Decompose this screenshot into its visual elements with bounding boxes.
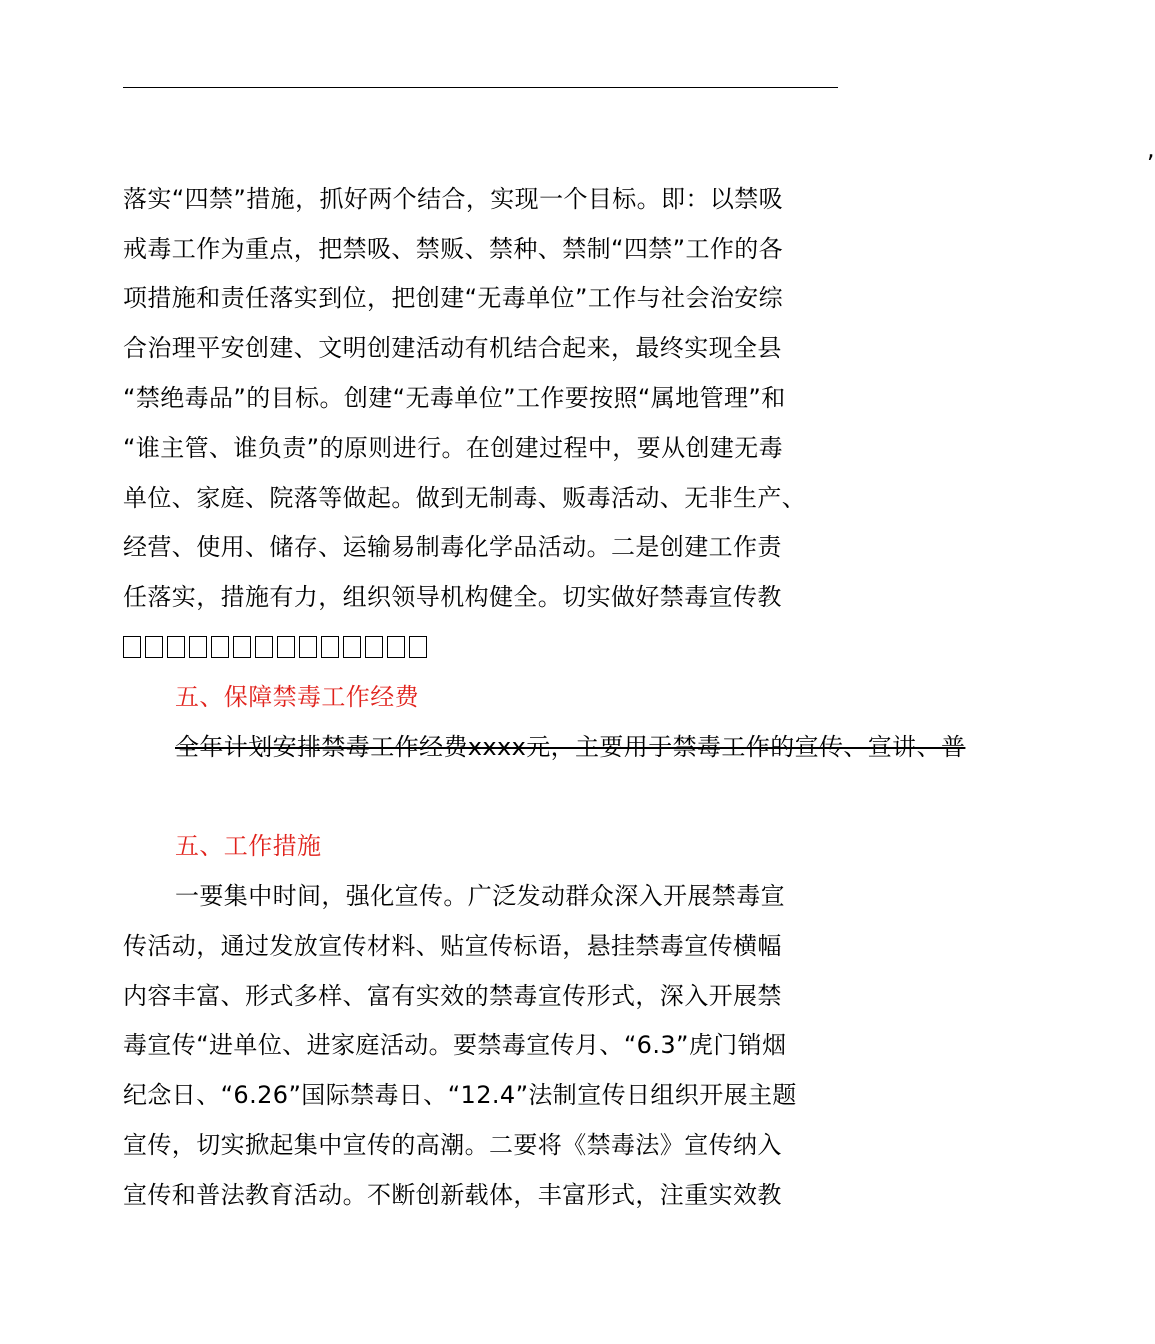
missing-glyph	[877, 785, 897, 807]
document-body	[123, 125, 1155, 1221]
missing-glyph	[1007, 785, 1027, 807]
missing-glyph	[331, 138, 351, 160]
missing-glyph	[825, 785, 845, 807]
paragraph-line: 任落实，措施有力，组织领导机构健全。切实做好禁毒宣传教	[123, 583, 782, 612]
missing-glyph	[461, 785, 481, 807]
missing-glyph-box	[299, 636, 317, 658]
missing-glyph	[903, 138, 923, 160]
missing-glyph	[669, 785, 689, 807]
missing-glyph	[435, 138, 455, 160]
paragraph-line: 单位、家庭、院落等做起。做到无制毒、贩毒活动、无非生产、	[123, 483, 807, 512]
garbled-box-line	[123, 623, 853, 673]
missing-glyph	[955, 138, 975, 160]
missing-glyph	[227, 785, 247, 807]
missing-glyph	[747, 138, 767, 160]
funding-line: 全年计划安排禁毒工作经费xxxx元，主要用于禁毒工作的宣传、宣讲、普	[175, 732, 966, 761]
paragraph-line: “谁主管、谁负责”的原则进行。在创建过程中，要从创建无毒	[123, 433, 784, 462]
missing-glyph-box	[321, 636, 339, 658]
missing-glyph	[123, 138, 143, 160]
missing-glyph	[669, 138, 689, 160]
garbled-line-2	[123, 772, 853, 822]
missing-glyph	[539, 138, 559, 160]
missing-glyph	[461, 138, 481, 160]
paragraph-line: 合治理平安创建、文明创建活动有机结合起来，最终实现全县	[123, 334, 782, 363]
missing-glyph	[955, 785, 975, 807]
missing-glyph	[851, 138, 871, 160]
paragraph-line: 内容丰富、形式多样、富有实效的禁毒宣传形式，深入开展禁	[123, 981, 782, 1010]
missing-glyph	[1059, 138, 1079, 160]
missing-glyph	[773, 138, 793, 160]
missing-glyph	[565, 785, 585, 807]
header-rule	[123, 87, 838, 88]
missing-glyph	[721, 138, 741, 160]
missing-glyph	[591, 785, 611, 807]
missing-glyph	[877, 138, 897, 160]
missing-glyph	[253, 785, 273, 807]
trailing-comma: ,	[1147, 135, 1155, 163]
paragraph-line: 项措施和责任落实到位，把创建“无毒单位”工作与社会治安综	[123, 284, 784, 313]
missing-glyph-box	[365, 636, 383, 658]
missing-glyph	[409, 785, 429, 807]
missing-glyph	[149, 138, 169, 160]
missing-glyph	[513, 785, 533, 807]
paragraph-line: 一要集中时间，强化宣传。广泛发动群众深入开展禁毒宣	[175, 881, 785, 910]
missing-glyph	[643, 138, 663, 160]
paragraph-line: “禁绝毒品”的目标。创建“无毒单位”工作要按照“属地管理”和	[123, 383, 786, 412]
missing-glyph	[981, 785, 1001, 807]
section-heading-measures: 五、工作措施	[175, 832, 322, 861]
missing-glyph	[929, 785, 949, 807]
missing-glyph-box	[255, 636, 273, 658]
missing-glyph	[539, 785, 559, 807]
paragraph-line: 戒毒工作为重点，把禁吸、禁贩、禁种、禁制“四禁”工作的各	[123, 234, 784, 263]
missing-glyph	[981, 138, 1001, 160]
missing-glyph	[383, 785, 403, 807]
paragraph-line: 传活动，通过发放宣传材料、贴宣传标语，悬挂禁毒宣传横幅	[123, 931, 782, 960]
missing-glyph	[253, 138, 273, 160]
missing-glyph	[617, 138, 637, 160]
missing-glyph	[773, 785, 793, 807]
missing-glyph	[331, 785, 351, 807]
missing-glyph	[617, 785, 637, 807]
missing-glyph	[1007, 138, 1027, 160]
missing-glyph	[721, 785, 741, 807]
missing-glyph	[227, 138, 247, 160]
missing-glyph	[747, 785, 767, 807]
missing-glyph	[149, 785, 169, 807]
missing-glyph-box	[409, 636, 427, 658]
paragraph-line: 宣传和普法教育活动。不断创新载体，丰富形式，注重实效教	[123, 1180, 782, 1209]
missing-glyph-box	[189, 636, 207, 658]
missing-glyph	[487, 785, 507, 807]
missing-glyph	[825, 138, 845, 160]
missing-glyph	[1033, 785, 1053, 807]
missing-glyph	[695, 785, 715, 807]
missing-glyph	[201, 138, 221, 160]
paragraph-line: 落实“四禁”措施，抓好两个结合，实现一个目标。即：以禁吸	[123, 184, 784, 213]
missing-glyph	[357, 785, 377, 807]
missing-glyph	[903, 785, 923, 807]
missing-glyph	[279, 785, 299, 807]
missing-glyph-box	[343, 636, 361, 658]
missing-glyph-box	[211, 636, 229, 658]
paragraph-line: 纪念日、“6.26”国际禁毒日、“12.4”法制宣传日组织开展主题	[123, 1081, 797, 1110]
missing-glyph	[1085, 138, 1105, 160]
missing-glyph-box	[277, 636, 295, 658]
paragraph-line: 经营、使用、储存、运输易制毒化学品活动。二是创建工作责	[123, 533, 782, 562]
missing-glyph	[201, 785, 221, 807]
missing-glyph	[175, 138, 195, 160]
missing-glyph	[799, 785, 819, 807]
missing-glyph	[123, 785, 143, 807]
missing-glyph	[409, 138, 429, 160]
missing-glyph-box	[145, 636, 163, 658]
missing-glyph	[279, 138, 299, 160]
missing-glyph	[357, 138, 377, 160]
missing-glyph	[305, 785, 325, 807]
missing-glyph	[513, 138, 533, 160]
missing-glyph-box	[233, 636, 251, 658]
missing-glyph	[305, 138, 325, 160]
missing-glyph	[591, 138, 611, 160]
paragraph-line: 宣传，切实掀起集中宣传的高潮。二要将《禁毒法》宣传纳入	[123, 1130, 782, 1159]
missing-glyph	[851, 785, 871, 807]
garbled-line-1	[123, 125, 1155, 175]
missing-glyph	[565, 138, 585, 160]
section-heading-funding: 五、保障禁毒工作经费	[175, 682, 419, 711]
missing-glyph	[1033, 138, 1053, 160]
missing-glyph	[383, 138, 403, 160]
missing-glyph-box	[123, 636, 141, 658]
missing-glyph-box	[387, 636, 405, 658]
missing-glyph-box	[167, 636, 185, 658]
paragraph-line: 毒宣传“进单位、进家庭活动。要禁毒宣传月、“6.3”虎门销烟	[123, 1031, 787, 1060]
missing-glyph	[799, 138, 819, 160]
missing-glyph	[1111, 138, 1131, 160]
missing-glyph	[929, 138, 949, 160]
missing-glyph	[487, 138, 507, 160]
missing-glyph	[175, 785, 195, 807]
missing-glyph	[435, 785, 455, 807]
missing-glyph	[643, 785, 663, 807]
missing-glyph	[695, 138, 715, 160]
